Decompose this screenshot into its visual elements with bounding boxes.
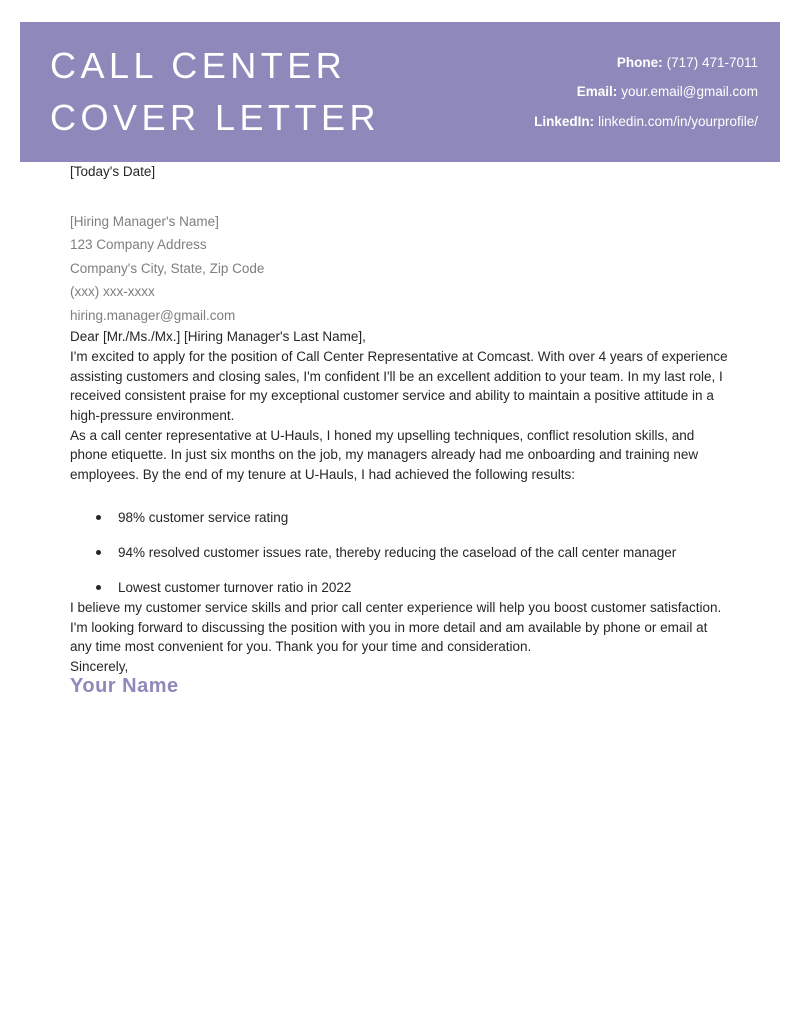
contact-info: [534, 48, 758, 137]
result-text: 98% customer service rating: [118, 509, 289, 525]
header-banner: [20, 22, 780, 162]
bullet-icon: [96, 550, 101, 555]
list-item: [70, 578, 732, 598]
phone-value: (717) 471-7011: [666, 54, 758, 70]
title-line-2: COVER LETTER: [50, 97, 381, 138]
phone-label: Phone:: [616, 54, 663, 70]
paragraph-intro: I'm excited to apply for the position of Call Center Representative at Comcast. With over 4 years of experience assisting customers and closing sales, I'm confident I'll be an excellent addition to your team. In my last role, I received consistent praise for my exceptional customer service and ability to maintain a positive attitude in a high-pressure environment.: [70, 348, 728, 424]
result-text: Lowest customer turnover ratio in 2022: [118, 580, 352, 596]
recipient-city-state-zip: Company's City, State, Zip Code: [70, 260, 265, 276]
recipient-phone: (xxx) xxx-xxxx: [70, 284, 155, 300]
recipient-address: 123 Company Address: [70, 237, 207, 253]
page-title: [50, 40, 380, 144]
email-value: your.email@gmail.com: [621, 84, 758, 100]
contact-linkedin: [534, 107, 758, 137]
email-label: Email:: [576, 84, 618, 100]
bullet-icon: [96, 585, 101, 590]
recipient-block: [70, 210, 732, 328]
linkedin-label: LinkedIn:: [534, 113, 595, 129]
contact-phone: [534, 48, 758, 78]
paragraph-closing: I believe my customer service skills and prior call center experience will help you boost customer satisfaction. I'm looking forward to discussing the position with you in more detail and am available by phone or email at any time most convenient for you. Thank you for your time and consideration.: [70, 599, 722, 655]
result-text: 94% resolved customer issues rate, thereby reducing the caseload of the call center manager: [118, 545, 677, 561]
list-item: [70, 543, 732, 563]
title-line-1: CALL CENTER: [50, 45, 347, 86]
recipient-email: hiring.manager@gmail.com: [70, 307, 236, 323]
bullet-icon: [96, 515, 101, 520]
greeting-line: Dear [Mr./Ms./Mx.] [Hiring Manager's Last Name],: [70, 329, 366, 345]
date-line: [Today's Date]: [70, 164, 156, 179]
linkedin-value: linkedin.com/in/yourprofile/: [598, 113, 758, 129]
signature-name: Your Name: [70, 674, 179, 697]
paragraph-experience: As a call center representative at U-Hauls, I honed my upselling techniques, conflict resolution skills, and phone etiquette. In just six months on the job, my managers already had me onboarding and training new employees. By the end of my tenure at U-Hauls, I had achieved the following results:: [70, 427, 699, 483]
list-item: [70, 508, 732, 528]
recipient-name: [Hiring Manager's Name]: [70, 213, 219, 229]
contact-email: [534, 77, 758, 107]
signoff-line: Sincerely,: [70, 659, 129, 675]
letter-body: [70, 162, 732, 696]
results-list: [70, 508, 732, 598]
